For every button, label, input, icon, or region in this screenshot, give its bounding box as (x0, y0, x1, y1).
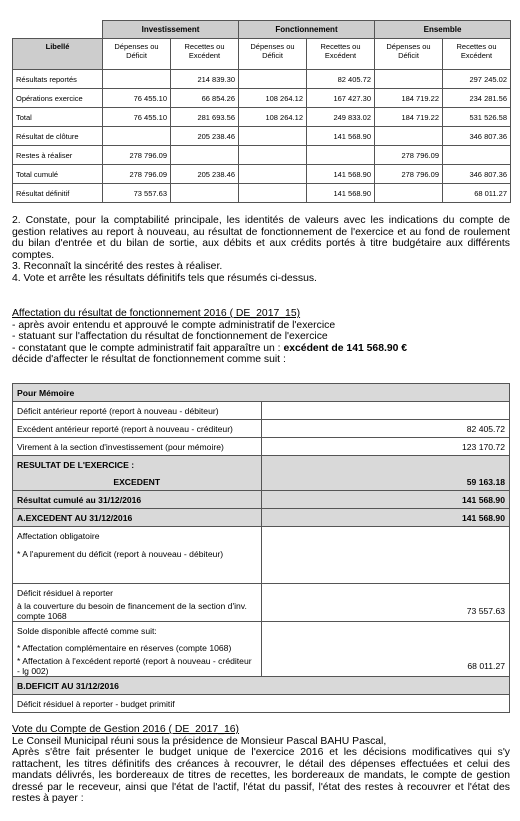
cell: 76 455.10 (103, 108, 171, 127)
cell (239, 70, 307, 89)
memo-label: Déficit résiduel à reporter (13, 584, 262, 602)
column-header: Recettes ou Excédent (307, 39, 375, 70)
memo-row (13, 384, 510, 402)
libelle-header: Libellé (13, 39, 103, 70)
cell: 281 693.56 (171, 108, 239, 127)
paragraph-4: 4. Vote et arrête les résultats définitifs tels que résumés ci-dessus. (12, 272, 317, 284)
memo-label: Virement à la section d'investissement (pour mémoire) (13, 438, 262, 456)
cell (239, 184, 307, 203)
column-header: Recettes ou Excédent (171, 39, 239, 70)
cell: 82 405.72 (307, 70, 375, 89)
affectation-line: - après avoir entendu et approuvé le compte administratif de l'exercice (12, 319, 336, 331)
memo-label: * A l'apurement du déficit (report à nouveau - débiteur) (13, 545, 262, 584)
column-header: Dépenses ou Déficit (375, 39, 443, 70)
memo-row (13, 584, 510, 602)
cell (375, 70, 443, 89)
memo-row (13, 509, 510, 527)
memo-row (13, 545, 510, 584)
column-header: Recettes ou Excédent (443, 39, 511, 70)
memo-label: Déficit antérieur reporté (report à nouveau - débiteur) (13, 402, 262, 420)
paragraph-2: 2. Constate, pour la comptabilité principale, les identités de valeurs avec les indications du compte de gestion relatives au report à nouveau, au résultat de fonctionnement de l'exercice et au fond de roulement du bilan d'entrée et du bilan de sortie, aux débits et aux crédits portés à titre budgétaire aux différents comptes. (12, 215, 510, 261)
group-investissement: Investissement (103, 21, 239, 39)
cell: 346 807.36 (443, 127, 511, 146)
cell: 278 796.09 (103, 146, 171, 165)
cell (171, 146, 239, 165)
memo-row (13, 438, 510, 456)
memo-label: Affectation obligatoire (13, 527, 262, 546)
cell (443, 146, 511, 165)
table-row (13, 146, 511, 165)
constat-section (12, 215, 510, 284)
cell (103, 70, 171, 89)
cell: 214 839.30 (171, 70, 239, 89)
cell (239, 165, 307, 184)
cell (171, 184, 239, 203)
memo-row (13, 601, 510, 622)
cell (375, 184, 443, 203)
b-deficit-label: B.DEFICIT AU 31/12/2016 (13, 677, 510, 695)
memo-row (13, 677, 510, 695)
memo-value (261, 639, 510, 656)
cell: 108 264.12 (239, 89, 307, 108)
group-ensemble: Ensemble (375, 21, 511, 39)
cell: 76 455.10 (103, 89, 171, 108)
row-label: Résultat de clôture (13, 127, 103, 146)
table-row (13, 89, 511, 108)
memo-row (13, 695, 510, 713)
resultat-exercice-label: RESULTAT DE L'EXERCICE : (13, 456, 262, 474)
cell: 66 854.26 (171, 89, 239, 108)
excedent-amount: excédent de 141 568.90 € (283, 342, 408, 354)
row-label: Résultats reportés (13, 70, 103, 89)
cell (239, 146, 307, 165)
vote-section (12, 724, 510, 805)
cell: 531 526.58 (443, 108, 511, 127)
memo-label: Déficit résiduel à reporter - budget primitif (13, 695, 510, 713)
cell (375, 127, 443, 146)
cell: 278 796.09 (375, 165, 443, 184)
memo-label: Solde disponible affecté comme suit: (13, 622, 262, 640)
affectation-table (12, 383, 510, 713)
row-label: Total cumulé (13, 165, 103, 184)
memo-row (13, 527, 510, 546)
cell: 108 264.12 (239, 108, 307, 127)
memo-row (13, 420, 510, 438)
paragraph-3: 3. Reconnaît la sincérité des restes à réaliser. (12, 261, 223, 272)
table-row (13, 108, 511, 127)
memo-label: à la couverture du besoin de financement de la section d'inv. compte 1068 (13, 601, 262, 622)
memo-row (13, 622, 510, 640)
cell: 141 568.90 (307, 165, 375, 184)
memo-value (261, 545, 510, 584)
memo-value: 123 170.72 (261, 438, 510, 456)
row-label: Opérations exercice (13, 89, 103, 108)
cell: 167 427.30 (307, 89, 375, 108)
memo-row (13, 402, 510, 420)
memo-label: * Affectation à l'excédent reporté (report à nouveau - créditeur - lg 002) (13, 656, 262, 677)
table-row (13, 70, 511, 89)
memo-row (13, 639, 510, 656)
group-fonctionnement: Fonctionnement (239, 21, 375, 39)
table-row (13, 127, 511, 146)
memo-value (261, 584, 510, 602)
affectation-section (12, 308, 510, 366)
cell: 184 719.22 (375, 108, 443, 127)
memo-value: 68 011.27 (261, 656, 510, 677)
cell: 278 796.09 (103, 165, 171, 184)
memo-value: 73 557.63 (261, 601, 510, 622)
cell: 141 568.90 (307, 127, 375, 146)
resultat-cumule-label: Résultat cumulé au 31/12/2016 (13, 491, 262, 509)
cell: 346 807.36 (443, 165, 511, 184)
column-header-row (13, 39, 511, 70)
empty-corner (13, 21, 103, 39)
affectation-line (12, 343, 510, 355)
affectation-line-text: - constatant que le compte administratif fait apparaître un : (12, 342, 284, 354)
memo-value: 141 568.90 (261, 509, 510, 527)
column-header: Dépenses ou Déficit (103, 39, 171, 70)
memo-value (261, 622, 510, 640)
cell: 278 796.09 (375, 146, 443, 165)
table-row (13, 184, 511, 203)
memo-value (261, 527, 510, 546)
cell: 68 011.27 (443, 184, 511, 203)
row-label: Résultat définitif (13, 184, 103, 203)
a-excedent-label: A.EXCEDENT AU 31/12/2016 (13, 509, 262, 527)
pour-memoire-header: Pour Mémoire (13, 384, 510, 402)
group-header-row (13, 21, 511, 39)
cell: 73 557.63 (103, 184, 171, 203)
cell: 205 238.46 (171, 165, 239, 184)
cell: 249 833.02 (307, 108, 375, 127)
affectation-title: Affectation du résultat de fonctionnement 2016 ( DE_2017_15) (12, 308, 301, 319)
memo-row (13, 456, 510, 474)
vote-title: Vote du Compte de Gestion 2016 ( DE_2017_16) (12, 724, 240, 735)
cell: 141 568.90 (307, 184, 375, 203)
cell (103, 127, 171, 146)
cell: 234 281.56 (443, 89, 511, 108)
memo-row (13, 656, 510, 677)
memo-value: 59 163.18 (261, 473, 510, 491)
excedent-label: EXCEDENT (13, 473, 262, 491)
affectation-line: décide d'affecter le résultat de fonctionnement comme suit : (12, 354, 286, 365)
row-label: Total (13, 108, 103, 127)
column-header: Dépenses ou Déficit (239, 39, 307, 70)
memo-value (261, 402, 510, 420)
memo-row (13, 491, 510, 509)
memo-value (261, 456, 510, 474)
results-table (12, 20, 511, 203)
cell (239, 127, 307, 146)
memo-value: 82 405.72 (261, 420, 510, 438)
vote-paragraph: Après s'être fait présenter le budget unique de l'exercice 2016 et les décisions modificatives qui s'y rattachent, les titres définitifs des créances à recouvrer, le détail des dépenses effectuées et celui des mandats délivrés, les bordereaux de titres de recettes, les bordereaux de mandats, le compte de gestion dressé par le receveur, ainsi que l'état de l'actif, l'état du passif, l'état des restes à recouvrer et l'état des restes à payer : (12, 747, 510, 804)
vote-line: Le Conseil Municipal réuni sous la présidence de Monsieur Pascal BAHU Pascal, (12, 735, 387, 747)
cell: 184 719.22 (375, 89, 443, 108)
cell: 205 238.46 (171, 127, 239, 146)
table-row (13, 165, 511, 184)
cell: 297 245.02 (443, 70, 511, 89)
memo-row (13, 473, 510, 491)
memo-label: Excédent antérieur reporté (report à nouveau - créditeur) (13, 420, 262, 438)
row-label: Restes à réaliser (13, 146, 103, 165)
cell (307, 146, 375, 165)
memo-label: * Affectation complémentaire en réserves (compte 1068) (13, 639, 262, 656)
affectation-line: - statuant sur l'affectation du résultat de fonctionnement de l'exercice (12, 331, 328, 342)
memo-value: 141 568.90 (261, 491, 510, 509)
